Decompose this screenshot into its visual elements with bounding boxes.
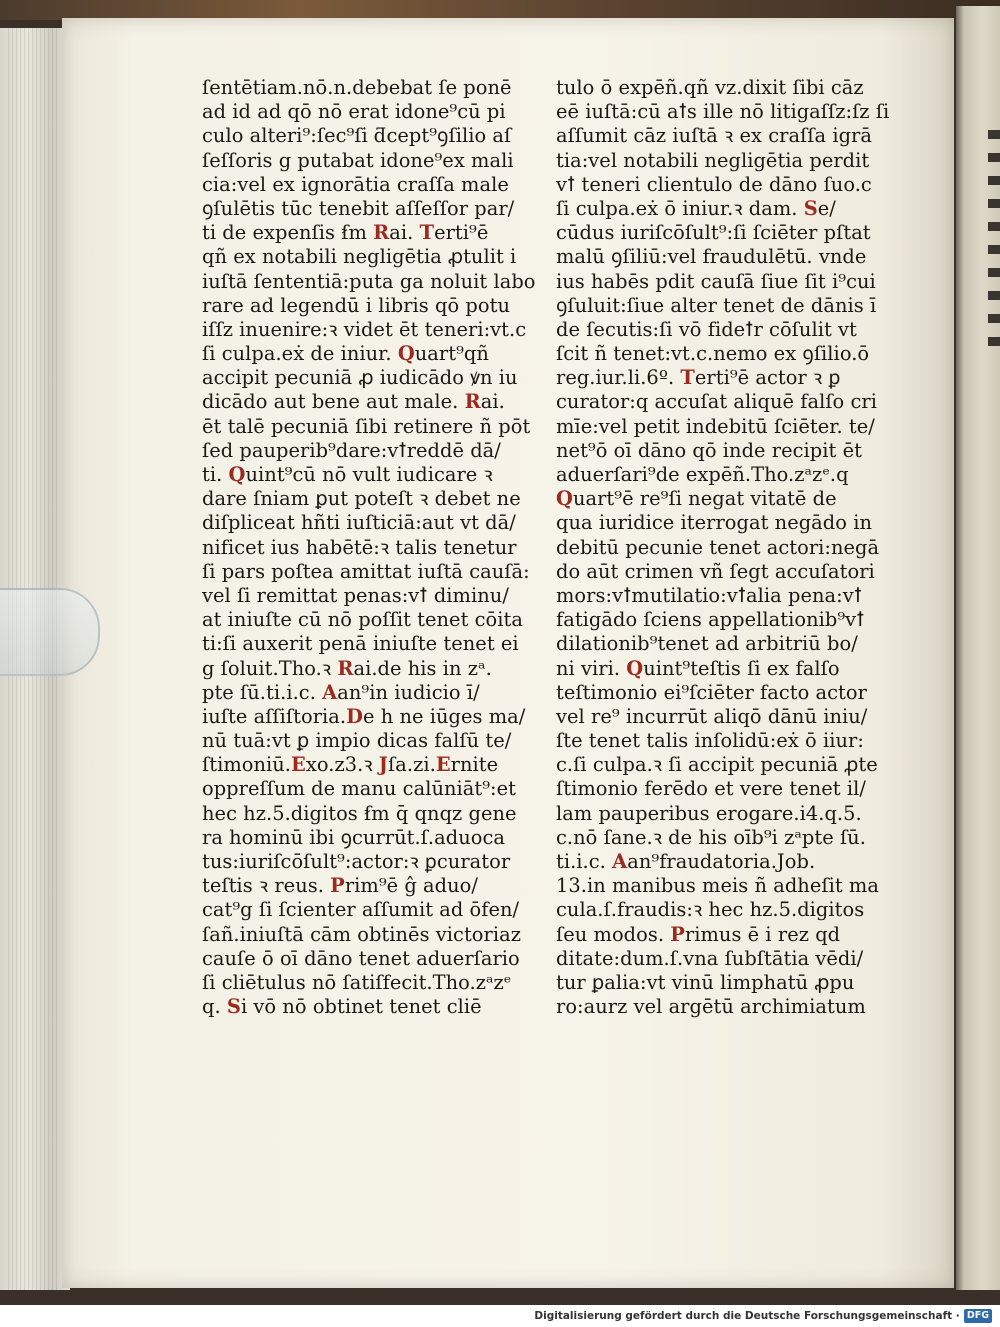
text-line: tia:vel notabili negligētia perdit	[556, 148, 870, 172]
text-line: ſi culpa.eẋ de iniur. Quart⁹qñ	[202, 342, 489, 366]
text-line: ius habēs pdit cauſā ſiue ſit i⁹cui	[556, 269, 876, 293]
text-line: c.nō ſane.ꝛ de his oīb⁹i zᵃpte ſū.	[556, 825, 866, 849]
text-line: oppreſſum de manu calūniāt⁹:et	[202, 777, 517, 801]
text-line: g ſoluit.Tho.ꝛ Rai.de his in zᵃ.	[202, 656, 492, 680]
text-line: ti.i.c. Aan⁹fraudatoria.Job.	[556, 850, 816, 873]
text-line: ti:ſi auxerit penā iniuſte tenet ei	[202, 632, 519, 656]
text-line: mīe:vel petit indebitū ſciēter. te/	[556, 414, 875, 438]
text-line: at iniuſte cū nō poſſit tenet cōita	[202, 608, 523, 632]
text-line: reg.iur.li.6º. Terti⁹ē actor ꝛ ꝑ	[556, 366, 841, 390]
text-line: nū tuā:vt ꝑ impio dicas falſū te/	[202, 729, 512, 753]
text-line: net⁹ō oī dāno qō inde recipit ēt	[556, 438, 862, 462]
text-line: ꝯſuluit:ſiue alter tenet de dānis ī	[556, 293, 877, 317]
text-line: ti de expenſis ẜm Rai. Terti⁹ē	[202, 221, 489, 245]
digitization-credit	[534, 1305, 992, 1327]
text-line: aſſumit cāz iuſtā ꝛ ex craſſa igrā	[556, 124, 872, 148]
text-line: qua iuridice iterrogat negādo in	[556, 511, 872, 535]
text-line: ſi culpa.eẋ ō iniur.ꝛ dam. Se/	[556, 196, 836, 220]
text-line: ſeu modos. Primus ē i rez qd	[556, 922, 841, 946]
text-line: iuſtā ſententiā:puta ga noluit labo	[202, 269, 536, 293]
text-line: ra hominū ibi ꝯcurrūt.ſ.aduoca	[202, 825, 505, 849]
page-clip	[0, 588, 100, 676]
text-line: vel re⁹ incurrūt aliqō dānū iniu/	[556, 704, 868, 728]
text-line: accipit pecuniā ꝓ iudicādo ꝟn iu	[202, 366, 518, 390]
book-cover-edge	[0, 0, 1000, 20]
text-line: tulo ō expēñ.qñ vz.dixit ſibi cāz	[556, 76, 864, 99]
text-line: iuſte aſſiſtoria.De h ne iūges ma/	[202, 704, 526, 728]
text-line: eē iuſtā:cū aꝉs ille nō litigaſſz:ſz ſi	[556, 100, 890, 124]
facing-page-text-fragment	[988, 130, 1000, 360]
text-line: vꝉ teneri clientulo de dāno ſuo.c	[556, 172, 872, 196]
text-line: ti. Quint⁹cū nō vult iudicare ꝛ	[202, 463, 493, 486]
text-line: do aūt crimen vñ ſegt accuſatori	[556, 559, 875, 583]
text-line: ſed pauperib⁹dare:vꝉreddē dā/	[202, 438, 501, 462]
text-line: dilationib⁹tenet ad arbitriū bo/	[556, 632, 858, 656]
text-line: tus:iuriſcōſult⁹:actor:ꝛ ꝑcurator	[202, 850, 511, 873]
text-line: ſtimonio ferēdo et vere tenet il/	[556, 777, 866, 801]
text-line: ad id ad qō nō erat idone⁹cū pi	[202, 100, 506, 124]
text-line: nificet ius habētē:ꝛ talis tenetur	[202, 535, 517, 559]
text-line: ni viri. Quint⁹teſtis ſi ex falſo	[556, 656, 840, 680]
text-line: de ſecutis:ſi vō fideꝉr cōſulit vt	[556, 317, 857, 341]
text-line: tur ꝑalia:vt vinū limphatū ꝓpu	[556, 970, 855, 994]
text-line: c.ſi culpa.ꝛ ſi accipit pecuniā ꝓte	[556, 753, 878, 777]
text-line: lam pauperibus erogare.i4.q.5.	[556, 801, 862, 825]
text-line: ſi cliētulus nō ſatiſfecit.Tho.zᵃzᵉ	[202, 970, 512, 994]
text-line: cula.ſ.fraudis:ꝛ hec hz.5.digitos	[556, 898, 865, 922]
text-line: ſi pars poſtea amittat iuſtā cauſā:	[202, 559, 530, 583]
text-line: malū ꝯſiliū:vel fraudulētū. vnde	[556, 245, 867, 269]
text-line: mors:vꝉmutilatio:vꝉalia pena:vꝉ	[556, 583, 863, 607]
text-line: diſpliceat hñti iuſticiā:aut vt dā/	[202, 511, 516, 535]
text-line: 13.in manibus meis ñ adheſit ma	[556, 874, 879, 898]
text-line: aduerſari⁹de expēñ.Tho.zᵃzᵉ.q	[556, 463, 849, 486]
text-line: fatigādo ſciens appellationib⁹vꝉ	[556, 608, 865, 632]
text-line: ſcit ñ tenet:vt.c.nemo ex ꝯſilio.ō	[556, 342, 870, 366]
text-line: iſſz inuenire:ꝛ videt ēt teneri:vt.c	[202, 317, 527, 341]
text-line: ſte tenet talis inſolidū:eẋ ō iiur:	[556, 729, 864, 753]
text-line: ſtimoniū.Exo.z3.ꝛ Jſa.zi.Ernite	[202, 753, 499, 777]
text-line: culo alteri⁹:ſec⁹ſi ƌcept⁹ꝯſilio aſ	[202, 124, 512, 148]
text-line: Quart⁹ē re⁹ſi negat vitatē de	[556, 487, 837, 511]
text-line: teſtis ꝛ reus. Prim⁹ē ĝ aduo/	[202, 874, 478, 898]
text-line: cūdus iuriſcōſult⁹:ſi ſciēter pſtat	[556, 221, 871, 245]
text-line: ꝯſulētis tūc tenebit aſſeſſor par/	[202, 196, 515, 220]
text-line: q. Si vō nō obtinet tenet cliē	[202, 995, 482, 1019]
credit-text: Digitalisierung gefördert durch die Deutsche Forschungsgemeinschaft ·	[534, 1310, 960, 1322]
text-line: hec hz.5.digitos ẜm q̄ qnqz gene	[202, 801, 517, 825]
text-column-right	[556, 76, 890, 1019]
text-line: ro:aurz vel argētū archimiatum	[556, 995, 866, 1019]
text-line: ſañ.iniuſtā cām obtinēs victoriaz	[202, 922, 521, 946]
text-line: qñ ex notabili negligētia ꝓtulit i	[202, 245, 517, 269]
text-line: ēt talē pecuniā ſibi retinere ñ pōt	[202, 414, 531, 438]
text-line: curator:q accuſat aliquē falſo cri	[556, 390, 877, 414]
text-line: pte ſū.ti.i.c. Aan⁹in iudicio ī/	[202, 680, 480, 704]
text-line: teſtimonio ei⁹ſciēter facto actor	[556, 680, 867, 704]
text-line: cauſe ō oī dāno tenet aduerſario	[202, 946, 520, 970]
text-line: debitū pecunie tenet actori:negā	[556, 535, 880, 559]
text-line: cat⁹g ſi ſcienter aſſumit ad ōfen/	[202, 898, 520, 922]
text-line: ditate:dum.ſ.vna ſubſtātia vēdi/	[556, 946, 864, 970]
text-line: ſeſſoris g putabat idone⁹ex mali	[202, 148, 514, 172]
text-line: cia:vel ex ignorātia craſſa male	[202, 172, 509, 196]
dfg-logo: DFG	[964, 1309, 992, 1323]
text-line: dicādo aut bene aut male. Rai.	[202, 390, 505, 414]
text-line: ſentētiam.nō.n.debebat ſe ponē	[202, 76, 512, 99]
text-column-left	[202, 76, 536, 1019]
text-line: rare ad legendū i libris qō potu	[202, 293, 510, 317]
text-line: dare ſniam ꝑut poteſt ꝛ debet ne	[202, 487, 521, 511]
text-line: vel ſi remittat penas:vꝉ diminu/	[202, 583, 509, 607]
